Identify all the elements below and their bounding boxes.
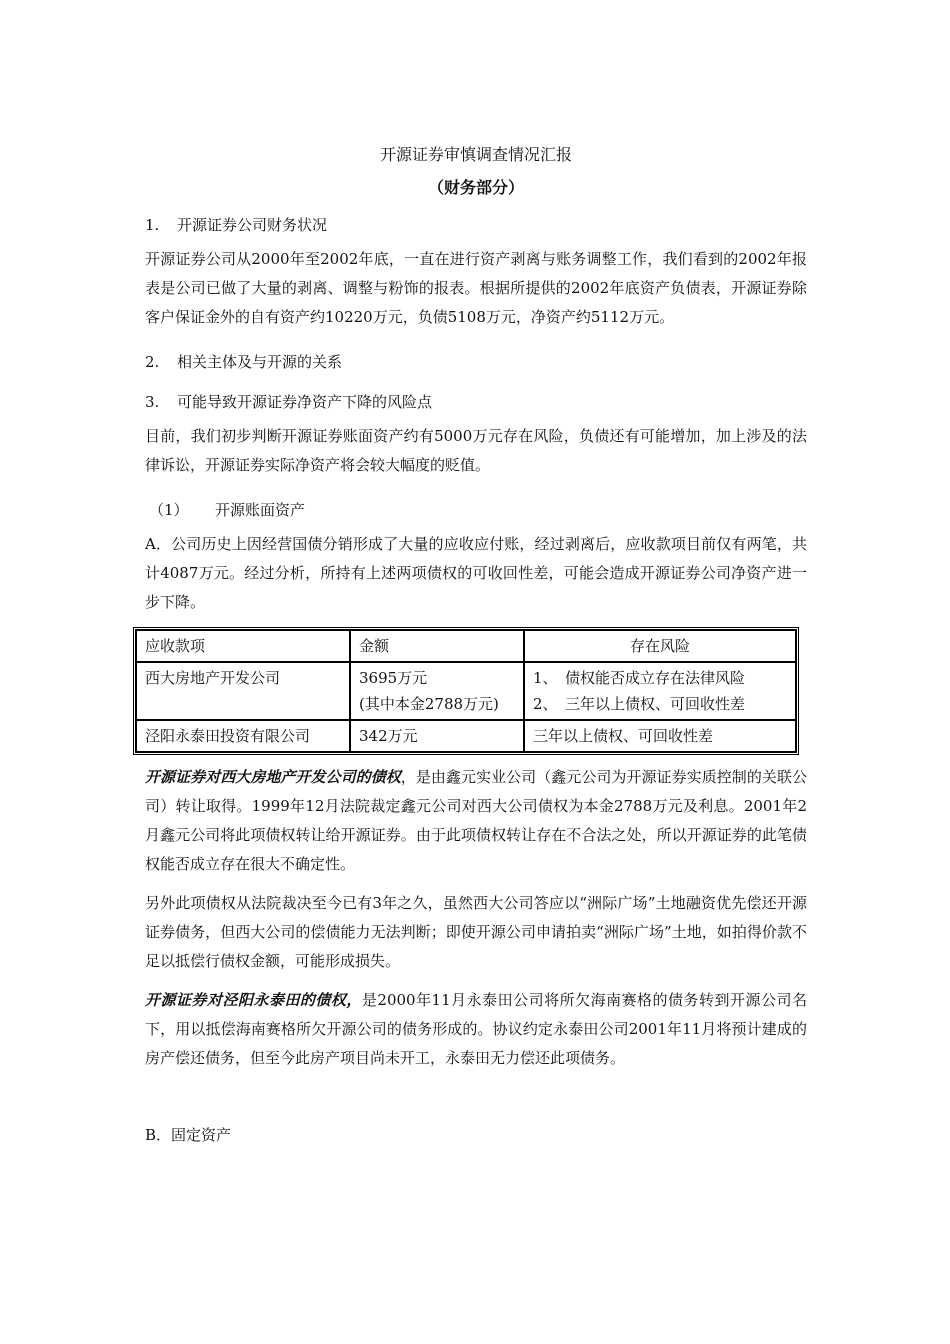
- table-row: [136, 662, 796, 720]
- table-cell-amount: 342万元: [350, 720, 524, 752]
- risk-line: 1、 债权能否成立存在法律风险: [533, 669, 746, 687]
- table-cell-risk: [524, 662, 796, 720]
- section-number: 2.: [145, 353, 160, 371]
- section-title: 开源证券公司财务状况: [177, 216, 328, 234]
- section-heading-2: [145, 342, 807, 382]
- table-cell-amount: [350, 662, 524, 720]
- section-number: 3.: [145, 393, 160, 411]
- paragraph-yongtaitian-claim: [145, 986, 807, 1073]
- table-header-cell: 应收款项: [136, 630, 350, 662]
- blank-space: [145, 1083, 807, 1121]
- document-subtitle: （财务部分）: [427, 178, 524, 197]
- section-heading-3: [145, 382, 807, 422]
- document-title: 开源证券审慎调查情况汇报: [379, 145, 572, 164]
- table-cell-risk: 三年以上债权、可回收性差: [524, 720, 796, 752]
- amount-line: 3695万元: [359, 669, 428, 687]
- emphasis-lead: 开源证券对泾阳永泰田的债权，: [145, 991, 362, 1009]
- section-title: 可能导致开源证券净资产下降的风险点: [177, 393, 433, 411]
- paragraph-financial-status: 开源证券公司从2000年至2002年底，一直在进行资产剥离与账务调整工作，我们看到的2002年报表是公司已做了大量的剥离、调整与粉饰的报表。根据所提供的2002年底资产负债表，开源证券除客户保证金外的自有资产约10220万元，负债5108万元，净资产约5112万元。: [145, 250, 807, 326]
- paragraph-fixed-assets: B．固定资产: [145, 1126, 232, 1144]
- paragraph-xida-recovery: 另外此项债权从法院裁决至今已有3年之久，虽然西大公司答应以“洲际广场”土地融资优先偿还开源证券债务，但西大公司的偿债能力无法判断；即使开源公司申请拍卖“洲际广场”土地，如拍得价款不足以抵偿行债权金额，可能形成损失。: [145, 894, 807, 970]
- subsection-heading: [145, 490, 807, 530]
- table-cell-name: 泾阳永泰田投资有限公司: [136, 720, 350, 752]
- table-cell-name: 西大房地产开发公司: [136, 662, 350, 720]
- section-heading-1: [145, 205, 807, 245]
- paragraph-receivables: A．公司历史上因经营国债分销形成了大量的应收应付账，经过剥离后，应收款项目前仅有两笔，共计4087万元。经过分析，所持有上述两项债权的可收回性差，可能会造成开源证券公司净资产进一步下降。: [145, 535, 807, 611]
- paragraph-xida-claim: [145, 763, 807, 879]
- paragraph-risk-summary: 目前，我们初步判断开源证券账面资产约有5000万元存在风险，负债还有可能增加，加上涉及的法律诉讼，开源证券实际净资产将会较大幅度的贬值。: [145, 427, 807, 474]
- document-page: [145, 132, 807, 1150]
- risk-line: 2、 三年以上债权、可回收性差: [533, 695, 746, 713]
- table-header-cell: 存在风险: [524, 630, 796, 662]
- table-header-cell: 金额: [350, 630, 524, 662]
- emphasis-lead: 开源证券对西大房地产开发公司的债权: [145, 768, 401, 786]
- table-header-row: [136, 630, 796, 662]
- paragraph-text: 是2000年11月永泰田公司将所欠海南赛格的债务转到开源公司名下，用以抵偿海南赛格所欠开源公司的债务形成的。协议约定永泰田公司2001年11月将预计建成的房产偿还债务，但至今此房产项目尚未开工，永泰田无力偿还此项债务。: [145, 991, 807, 1067]
- amount-line: (其中本金2788万元): [359, 695, 499, 713]
- receivables-table: [133, 627, 799, 755]
- subsection-number: （1）: [149, 501, 189, 519]
- paragraph-text: ，是由鑫元实业公司（鑫元公司为开源证券实质控制的关联公司）转让取得。1999年12月法院裁定鑫元公司对西大公司债权为本金2788万元及利息。2001年2月鑫元公司将此项债权转让给开源证券。由于此项债权转让存在不合法之处，所以开源证券的此笔债权能否成立存在很大不确定性。: [145, 768, 807, 873]
- subsection-title: 开源账面资产: [215, 501, 306, 519]
- section-number: 1.: [145, 216, 160, 234]
- section-title: 相关主体及与开源的关系: [177, 353, 343, 371]
- table-row: [136, 720, 796, 752]
